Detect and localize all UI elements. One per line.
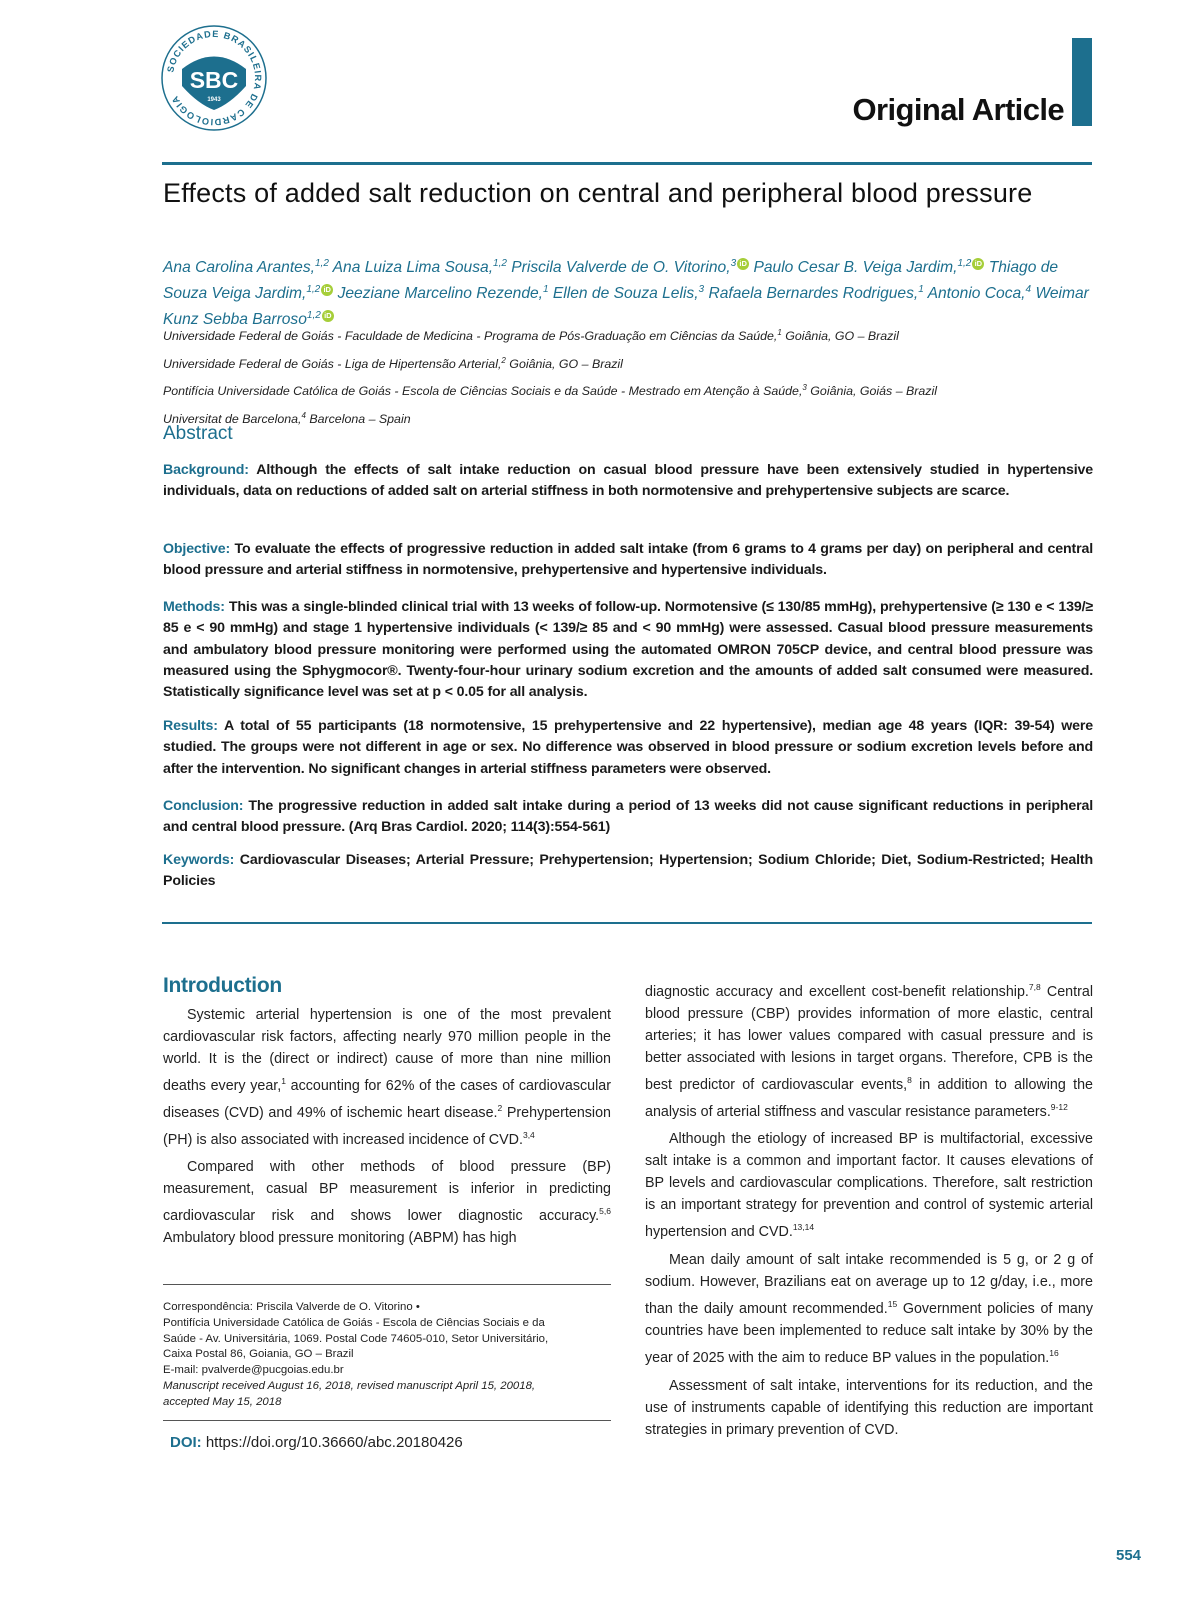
affiliation-location: Goiânia, GO – Brazil xyxy=(781,329,899,344)
correspondence-line: Pontifícia Universidade Católica de Goiás - Escola de Ciências Sociais e da xyxy=(163,1316,545,1329)
body-text: diagnostic accuracy and excellent cost-benefit relationship. xyxy=(645,983,1029,1000)
doi-label: DOI: xyxy=(170,1434,202,1451)
affiliation-list xyxy=(163,321,1093,432)
introduction-heading: Introduction xyxy=(163,974,282,997)
correspondence-line: Correspondência: Priscila Valverde de O. Vitorino • xyxy=(163,1301,420,1313)
author-affiliation-marker: 1,2 xyxy=(493,258,507,269)
body-paragraph xyxy=(645,1128,1093,1243)
body-column-right xyxy=(645,976,1093,1441)
author-affiliation-marker: 4 xyxy=(1025,284,1032,296)
body-paragraph xyxy=(645,976,1093,1122)
correspondence-line: E-mail: pvalverde@pucgoias.edu.br xyxy=(163,1364,344,1377)
body-text: Systemic arterial hypertension is one of the most prevalent cardiovascular risk factors, affecting nearly 970 million people in the world. It is the (direct or indirect) cause of more than nine million deaths every year, xyxy=(163,1007,611,1094)
section-label: Original Article xyxy=(852,92,1064,127)
author-name: Weimar Kunz Sebba Barroso xyxy=(163,285,1089,329)
body-paragraph xyxy=(645,1249,1093,1369)
citation-ref: 13,14 xyxy=(792,1222,815,1233)
citation-ref: 16 xyxy=(1049,1347,1059,1358)
orcid-icon[interactable]: iD xyxy=(322,310,334,322)
body-paragraph xyxy=(645,1375,1093,1441)
affiliation-text: Universitat de Barcelona, xyxy=(163,412,302,426)
objective-label: Objective: xyxy=(163,541,231,557)
author-name: Antonio Coca, xyxy=(927,285,1026,303)
results-label: Results: xyxy=(163,718,218,734)
body-text: Compared with other methods of blood pressure (BP) measurement, casual BP measurement is inferior in predicting cardiovascular risk and shows lower diagnostic accuracy. xyxy=(163,1159,611,1225)
orcid-icon[interactable]: iD xyxy=(972,258,984,270)
body-text: in addition to allowing the analysis of arterial stiffness and vascular resistance parameters. xyxy=(645,1076,1094,1120)
background-label: Background: xyxy=(163,462,249,478)
body-text: accounting for 62% of the cases of cardiovascular diseases (CVD) and 49% of ischemic heart disease. xyxy=(163,1077,611,1121)
affiliation-line xyxy=(163,376,1093,404)
correspondence-line: accepted May 15, 2018 xyxy=(163,1395,282,1408)
author-name: Ellen de Souza Lelis, xyxy=(552,285,699,303)
orcid-icon[interactable]: iD xyxy=(321,284,333,296)
citation-ref: 8 xyxy=(907,1074,912,1085)
abstract-heading: Abstract xyxy=(163,423,233,444)
author-affiliation-marker: 1,2 xyxy=(306,284,321,296)
affiliation-line xyxy=(163,349,1093,377)
affiliation-text: Universidade Federal de Goiás - Liga de Hipertensão Arterial, xyxy=(163,356,502,371)
author-name: Thiago de Souza Veiga Jardim, xyxy=(163,259,1059,303)
author-affiliation-marker: 1,2 xyxy=(314,258,329,269)
methods-label: Methods: xyxy=(163,599,225,615)
author-affiliation-marker: 1,2 xyxy=(306,310,321,322)
left-paragraphs xyxy=(163,1004,611,1249)
author-name: Rafaela Bernardes Rodrigues, xyxy=(708,285,919,303)
affiliation-text: Pontifícia Universidade Católica de Goiás - Escola de Ciências Sociais e da Saúde - Mestrado em Atenção à Saúde, xyxy=(163,384,803,399)
methods-text: This was a single-blinded clinical trial with 13 weeks of follow-up. Normotensive (≤ 130/85 mmHg), prehypertensive (≥ 130 e < 139/≥ 85 e < 90 mmHg) and stage 1 hypertensive individuals (< 139/≥ 85 and < 90 mmHg) were assessed. Casual blood pressure measurements and ambulatory blood pressure monitoring were performed using the automated OMRON 705CP device, and central blood pressure was measured using the Sphygmocor®. Twenty-four-hour urinary sodium excretion and the amounts of added salt consumed were measured. Statistically significance level was set at p < 0.05 for all analysis. xyxy=(163,599,1094,701)
body-text: Ambulatory blood pressure monitoring (ABPM) has high xyxy=(163,1230,517,1247)
affiliation-line xyxy=(163,321,1093,349)
author-affiliation-marker: 1 xyxy=(918,284,924,296)
correspondence-line: Saúde - Av. Universitária, 1069. Postal Code 74605-010, Setor Universitário, xyxy=(163,1332,549,1345)
correspondence-block xyxy=(163,1300,611,1411)
affiliation-marker: 1 xyxy=(777,328,782,337)
abstract-rule xyxy=(162,922,1092,924)
affiliation-location: Goiânia, Goiás – Brazil xyxy=(806,384,938,399)
article-title: Effects of added salt reduction on central and peripheral blood pressure xyxy=(163,178,1033,208)
abstract-background xyxy=(163,460,1093,503)
abstract-keywords xyxy=(163,850,1093,893)
citation-ref: 5,6 xyxy=(599,1206,611,1217)
affiliation-marker: 4 xyxy=(301,410,306,420)
citation-ref: 3,4 xyxy=(522,1129,535,1140)
affiliation-marker: 3 xyxy=(802,383,807,393)
sbc-logo xyxy=(160,24,268,132)
keywords-label: Keywords: xyxy=(163,852,235,868)
doi-link[interactable]: https://doi.org/10.36660/abc.20180426 xyxy=(201,1434,463,1451)
affiliation-marker: 2 xyxy=(501,355,506,365)
correspondence-line: Manuscript received August 16, 2018, revised manuscript April 15, 20018, xyxy=(163,1379,536,1392)
body-text: Mean daily amount of salt intake recommended is 5 g, or 2 g of sodium. However, Brazilians eat on average up to 12 g/day, i.e., more than the daily amount recommended. xyxy=(645,1252,1093,1317)
logo-year: 1943 xyxy=(207,97,221,103)
author-affiliation-marker: 1 xyxy=(543,284,549,296)
affiliation-location: Goiânia, GO – Brazil xyxy=(505,356,623,371)
body-text: Although the etiology of increased BP is multifactorial, excessive salt intake is a common and important factor. It causes elevations of BP levels and cardiovascular complications. Therefore, salt restriction is an important strategy for prevention and control of systemic arterial hypertension and CVD. xyxy=(645,1131,1093,1241)
orcid-icon[interactable]: iD xyxy=(737,258,749,270)
affiliation-text: Universidade Federal de Goiás - Faculdade de Medicina - Programa de Pós-Graduação em Ciências da Saúde, xyxy=(163,329,778,344)
body-text: Central blood pressure (CBP) provides information of more elastic, central arteries; it has lower values compared with casual pressure and is better associated with lesions in target organs. Therefore, CPB is the best predictor of cardiovascular events, xyxy=(645,983,1093,1093)
correspondence-line: Caixa Postal 86, Goiania, GO – Brazil xyxy=(163,1348,354,1361)
citation-ref: 1 xyxy=(281,1076,286,1086)
affiliation-location: Barcelona – Spain xyxy=(305,412,411,426)
logo-text: SBC xyxy=(189,67,239,93)
body-text: Prehypertension (PH) is also associated with increased incidence of CVD. xyxy=(163,1104,611,1148)
abstract-conclusion xyxy=(163,796,1093,839)
citation-ref: 9-12 xyxy=(1050,1101,1068,1112)
body-paragraph xyxy=(163,1156,611,1249)
author-name: Paulo Cesar B. Veiga Jardim, xyxy=(753,259,958,277)
header-accent-bar xyxy=(1072,38,1092,126)
doi-line xyxy=(170,1434,463,1451)
citation-ref: 2 xyxy=(497,1102,503,1113)
objective-text: To evaluate the effects of progressive reduction in added salt intake (from 6 grams to 4 grams per day) on peripheral and central blood pressure and arterial stiffness in normotensive, prehypertensive and hypertensive individuals. xyxy=(163,541,1094,579)
body-text: Government policies of many countries have been implemented to reduce salt intake by 30% by the year of 2025 with the aim to reduce BP values in the population. xyxy=(645,1300,1093,1366)
citation-ref: 7,8 xyxy=(1028,982,1041,992)
results-text: A total of 55 participants (18 normotensive, 15 prehypertensive and 22 hypertensive), median age 48 years (IQR: 39-54) were studied. The groups were not different in age or sex. No difference was observed in blood pressure or sodium excretion levels before and after the intervention. No significant changes in arterial stiffness parameters were observed. xyxy=(163,718,1093,777)
body-paragraph xyxy=(163,1004,611,1150)
author-name: Ana Luiza Lima Sousa, xyxy=(332,259,494,277)
conclusion-label: Conclusion: xyxy=(163,798,244,814)
correspondence-rule xyxy=(163,1284,611,1285)
logo-ring-text: SOCIEDADE BRASILEIRA DE CARDIOLOGIA xyxy=(165,28,264,128)
keywords-text: Cardiovascular Diseases; Arterial Pressure; Prehypertension; Hypertension; Sodium Chloride; Diet, Sodium-Restricted; Health Policies xyxy=(163,852,1093,890)
header-rule xyxy=(162,162,1092,165)
abstract-methods xyxy=(163,597,1093,703)
affiliation-line xyxy=(163,404,1093,432)
conclusion-text: The progressive reduction in added salt intake during a period of 13 weeks did not cause significant reductions in peripheral and central blood pressure. (Arq Bras Cardiol. 2020; 114(3):554-561) xyxy=(163,798,1093,836)
author-affiliation-marker: 3 xyxy=(730,258,737,269)
author-list xyxy=(163,253,1093,332)
author-name: Jeeziane Marcelino Rezende, xyxy=(337,285,543,303)
author-name: Priscila Valverde de O. Vitorino, xyxy=(511,259,731,277)
body-column-left xyxy=(163,974,611,1249)
body-text: Assessment of salt intake, interventions for its reduction, and the use of instruments capable of identifying this reduction are important strategies in primary prevention of CVD. xyxy=(645,1377,1093,1438)
citation-ref: 15 xyxy=(887,1299,898,1310)
author-name: Ana Carolina Arantes, xyxy=(163,259,315,277)
author-affiliation-marker: 3 xyxy=(698,284,705,296)
page-number: 554 xyxy=(1116,1547,1142,1564)
abstract-objective xyxy=(163,539,1093,582)
abstract-results xyxy=(163,716,1093,780)
author-affiliation-marker: 1,2 xyxy=(957,258,972,269)
background-text: Although the effects of salt intake reduction on casual blood pressure have been extensively studied in hypertensive individuals, data on reductions of added salt on arterial stiffness in both normotensive and prehypertensive subjects are scarce. xyxy=(163,462,1094,500)
